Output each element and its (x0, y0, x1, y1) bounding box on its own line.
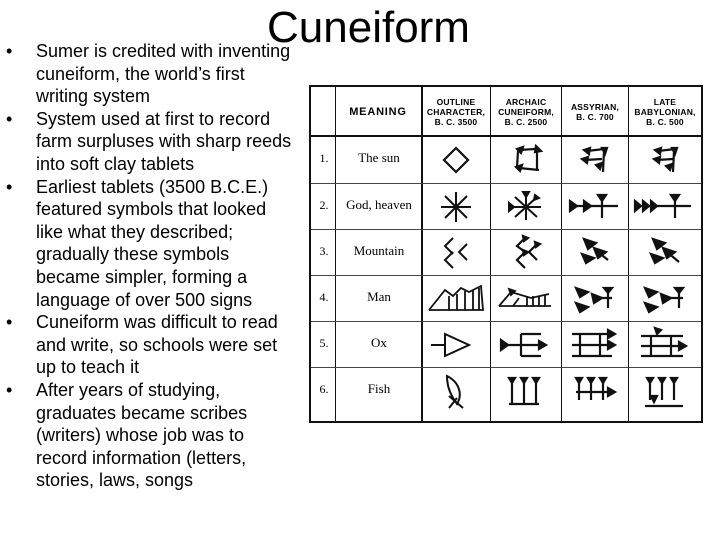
bullet-text: Earliest tablets (3500 B.C.E.) featured symbols that looked like what they described; gradually these symbols became simpler, forming a language of over 500 signs (36, 176, 269, 310)
sun-archaic-glyph (491, 137, 561, 183)
header-line: B. C. 500 (646, 117, 684, 127)
bullet-item (6, 379, 298, 492)
slide-title: Cuneiform (267, 3, 470, 52)
ox-assyrian-glyph (562, 322, 628, 368)
header-line: B. C. 3500 (434, 117, 478, 127)
sun-babylonian-glyph (629, 137, 701, 183)
header-outline (422, 87, 490, 137)
ox-outline-glyph (423, 322, 490, 368)
fish-babylonian-glyph (629, 368, 701, 414)
god-babylonian-glyph (629, 184, 701, 230)
god-assyrian-glyph (562, 184, 628, 230)
header-line: LATE (653, 97, 677, 107)
table-row (311, 367, 701, 413)
header-line: CHARACTER, (426, 107, 486, 117)
mountain-babylonian-glyph (629, 230, 701, 276)
header-archaic (491, 87, 561, 137)
cuneiform-chart (309, 85, 703, 423)
bullet-item (6, 40, 298, 108)
row-meaning: The sun (358, 150, 400, 165)
row-meaning: Fish (367, 381, 391, 396)
row-number: 2. (319, 198, 329, 212)
chart-header (311, 87, 701, 137)
header-line: ASSYRIAN, (570, 102, 620, 112)
row-number: 1. (319, 151, 329, 165)
fish-archaic-glyph (491, 368, 561, 414)
bullet-text: Cuneiform was difficult to read and write, so schools were set up to teach it (36, 312, 278, 378)
row-number: 4. (319, 290, 329, 304)
row-meaning: Man (367, 289, 391, 304)
bullet-text: After years of studying, graduates became scribes (writers) whose job was to record information (letters, stories, laws, songs (36, 379, 248, 491)
table-row (311, 183, 701, 229)
bullet-item (6, 108, 298, 176)
header-assyrian (562, 87, 628, 137)
table-row (311, 321, 701, 367)
table-row (311, 229, 701, 275)
bullet-marker: • (6, 176, 13, 197)
mountain-outline-glyph (423, 230, 490, 276)
ox-babylonian-glyph (629, 322, 701, 368)
mountain-archaic-glyph (491, 230, 561, 276)
sun-outline-glyph (423, 137, 490, 183)
bullet-text: System used at first to record farm surpluses with sharp reeds into soft clay tablets (36, 108, 292, 174)
row-meaning: Mountain (353, 243, 405, 258)
row-number: 3. (319, 244, 329, 258)
fish-outline-glyph (423, 368, 490, 414)
header-babylonian (629, 87, 701, 137)
bullet-marker: • (6, 312, 13, 333)
header-meaning: MEANING (349, 106, 407, 118)
row-meaning: Ox (371, 335, 387, 350)
header-line: OUTLINE (436, 97, 476, 107)
bullet-item (6, 311, 298, 379)
bullet-marker: • (6, 379, 13, 400)
header-line: CUNEIFORM, (498, 107, 554, 117)
bullet-marker: • (6, 41, 13, 61)
header-line: ARCHAIC (505, 97, 547, 107)
header-line: B. C. 700 (576, 112, 614, 122)
sun-assyrian-glyph (562, 137, 628, 183)
ox-archaic-glyph (491, 322, 561, 368)
man-outline-glyph (423, 276, 490, 322)
god-outline-glyph (423, 184, 490, 230)
header-line: B. C. 2500 (504, 117, 548, 127)
man-babylonian-glyph (629, 276, 701, 322)
mountain-assyrian-glyph (562, 230, 628, 276)
header-line: BABYLONIAN, (634, 107, 696, 117)
bullet-text: Sumer is credited with inventing cuneiform, the world’s first writing system (36, 41, 291, 107)
row-meaning: God, heaven (346, 197, 412, 212)
table-row (311, 137, 701, 183)
man-archaic-glyph (491, 276, 561, 322)
god-archaic-glyph (491, 184, 561, 230)
table-row (311, 275, 701, 321)
fish-assyrian-glyph (562, 368, 628, 414)
bullet-list (6, 40, 298, 492)
row-number: 5. (319, 336, 329, 350)
row-number: 6. (319, 382, 329, 396)
bullet-item (6, 176, 298, 312)
bullet-marker: • (6, 108, 13, 129)
man-assyrian-glyph (562, 276, 628, 322)
